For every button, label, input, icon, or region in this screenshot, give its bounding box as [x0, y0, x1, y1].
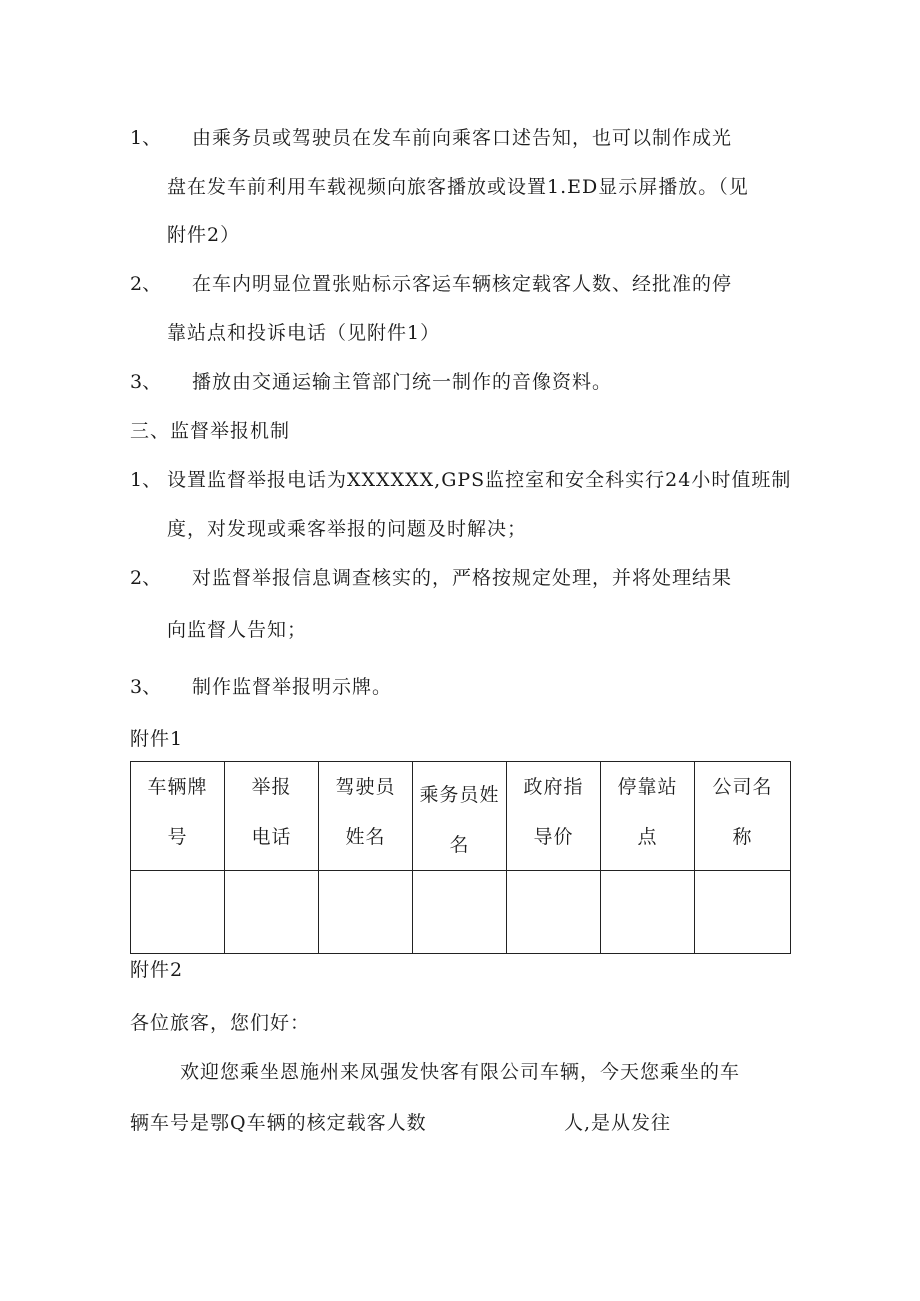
section-heading: 三、监督举报机制	[130, 420, 291, 442]
table-header-cell: 停靠站点	[601, 762, 695, 871]
table-cell	[225, 871, 319, 954]
text-line: 盘在发车前利用车载视频向旅客播放或设置1.ED显示屏播放。（见	[167, 176, 749, 198]
table-header-cell: 公司名称	[695, 762, 791, 871]
table-header-cell: 举报电话	[225, 762, 319, 871]
list-number: 1、	[130, 469, 162, 491]
table-header-cell: 乘务员姓名	[413, 762, 507, 871]
table-header-cell: 驾驶员姓名	[319, 762, 413, 871]
table-header-row	[131, 762, 791, 871]
greeting: 各位旅客，您们好：	[130, 1012, 311, 1034]
list-number: 3、	[130, 676, 162, 698]
text-line: 度，对发现或乘客举报的问题及时解决；	[167, 518, 528, 540]
text-line: 对监督举报信息调查核实的，严格按规定处理，并将处理结果	[192, 567, 733, 589]
table-cell	[131, 871, 225, 954]
text-line: 制作监督举报明示牌。	[192, 676, 393, 698]
attachment1-table	[130, 761, 791, 954]
notice-line: 欢迎您乘坐恩施州来凤强发快客有限公司车辆，今天您乘坐的车	[180, 1061, 741, 1083]
table-cell	[695, 871, 791, 954]
notice-line: 人,是从发往	[564, 1112, 672, 1134]
list-number: 1、	[130, 127, 162, 149]
table-cell	[601, 871, 695, 954]
notice-line: 辆车号是鄂Q车辆的核定载客人数	[130, 1112, 427, 1134]
table-header-cell: 车辆牌号	[131, 762, 225, 871]
list-number: 3、	[130, 371, 162, 393]
list-number: 2、	[130, 567, 162, 589]
list-number: 2、	[130, 273, 162, 295]
text-line: 由乘务员或驾驶员在发车前向乘客口述告知，也可以制作成光	[192, 127, 733, 149]
text-line: 向监督人告知；	[167, 619, 308, 641]
table-cell	[319, 871, 413, 954]
text-line: 播放由交通运输主管部门统一制作的音像资料。	[192, 371, 613, 393]
text-line: 靠站点和投诉电话（见附件1）	[167, 322, 441, 344]
attachment2-label: 附件2	[130, 959, 184, 981]
text-line: 在车内明显位置张贴标示客运车辆核定载客人数、经批准的停	[192, 273, 733, 295]
text-line: 设置监督举报电话为XXXXXX,GPS监控室和安全科实行24小时值班制	[167, 469, 792, 491]
table-cell	[413, 871, 507, 954]
attachment1-label: 附件1	[130, 728, 184, 750]
table-row	[131, 871, 791, 954]
table-cell	[507, 871, 601, 954]
text-line: 附件2）	[167, 224, 241, 246]
table-header-cell: 政府指导价	[507, 762, 601, 871]
